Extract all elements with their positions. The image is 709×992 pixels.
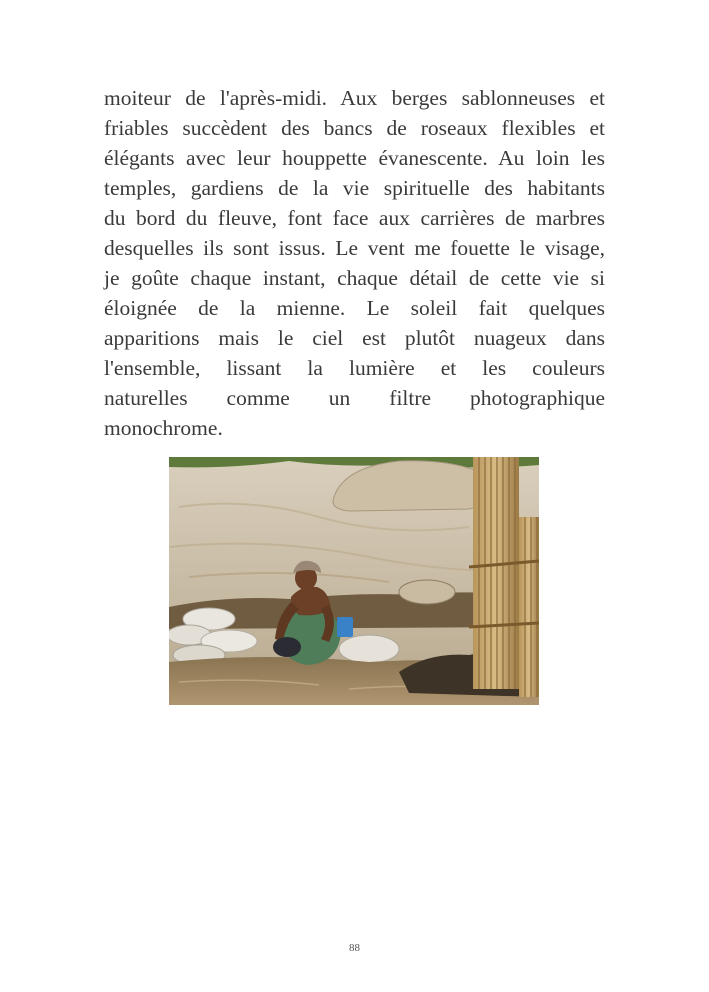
text-line: temples, gardiens de la vie spirituelle des habitants	[104, 176, 605, 200]
page-number: 88	[349, 942, 360, 954]
text-line: je goûte chaque instant, chaque détail de cette vie si	[104, 266, 605, 290]
photo-illustration	[169, 457, 539, 705]
text-line: naturelles comme un filtre photographique	[104, 386, 605, 410]
text-line: éloignée de la mienne. Le soleil fait quelques	[104, 296, 605, 320]
riverbank-photo	[169, 457, 539, 705]
body-paragraph	[104, 83, 605, 443]
text-line: élégants avec leur houppette évanescente. Au loin les	[104, 146, 605, 170]
text-line: apparitions mais le ciel est plutôt nuageux dans	[104, 326, 605, 350]
text-line: l'ensemble, lissant la lumière et les couleurs	[104, 356, 605, 380]
text-line: moiteur de l'après-midi. Aux berges sablonneuses et	[104, 86, 605, 110]
text-line: friables succèdent des bancs de roseaux flexibles et	[104, 116, 605, 140]
text-line: desquelles ils sont issus. Le vent me fouette le visage,	[104, 236, 605, 260]
text-line: monochrome.	[104, 416, 223, 440]
text-line: du bord du fleuve, font face aux carrières de marbres	[104, 206, 605, 230]
